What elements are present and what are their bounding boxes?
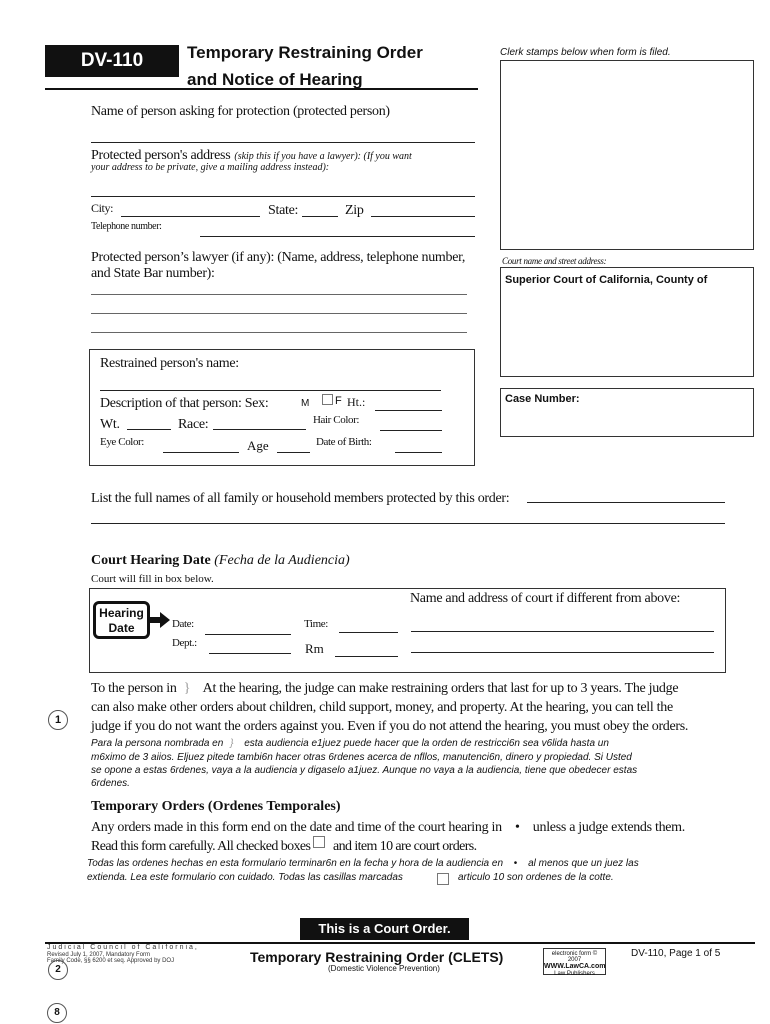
hearing-dept-field[interactable] xyxy=(209,653,291,654)
temp-line2-b: and item 10 are court orders. xyxy=(333,839,477,854)
badge-line2: Date xyxy=(108,621,135,635)
age-field[interactable] xyxy=(277,452,310,453)
restrained-name-label: Restrained person's name: xyxy=(100,356,239,371)
dob-field[interactable] xyxy=(395,452,442,453)
address-note-2: your address to be private, give a mailing address instead): xyxy=(91,162,330,173)
header-rule xyxy=(45,88,478,90)
race-field[interactable] xyxy=(213,429,306,430)
hearing-dept-label: Dept.: xyxy=(172,637,197,649)
dob-label: Date of Birth: xyxy=(316,436,372,448)
stamp-line4: Law Publishers xyxy=(554,971,595,977)
notice-es4: 6rdenes. xyxy=(91,778,130,789)
court-order-banner: This is a Court Order. xyxy=(300,918,469,940)
lawyer-field-1[interactable] xyxy=(91,294,467,295)
hair-label: Hair Color: xyxy=(313,414,360,426)
case-number-label: Case Number: xyxy=(505,393,580,405)
lawyer-field-3[interactable] xyxy=(91,332,467,333)
hearing-time-field[interactable] xyxy=(339,632,398,633)
form-title-line1: Temporary Restraining Order xyxy=(187,43,423,62)
height-label: Ht.: xyxy=(347,395,366,409)
alt-court-label: Name and address of court if different from above: xyxy=(410,591,681,606)
hearing-title-es: (Fecha de la Audiencia) xyxy=(214,553,350,568)
publisher-stamp xyxy=(543,948,606,975)
notice-es2: m6ximo de 3 aiios. Eljuez pitede tambi6n hacer otras 6rdenes acerca de nfllos, manutenci6n, dinero y propiedad. Si Usted xyxy=(91,752,632,763)
zip-label: Zip xyxy=(345,203,364,218)
protected-name-label: Name of person asking for protection (protected person) xyxy=(91,104,390,119)
city-label: City: xyxy=(91,201,114,215)
hearing-note: Court will fill in box below. xyxy=(91,573,214,585)
arrow-right-icon xyxy=(149,612,171,628)
hearing-date-label: Date: xyxy=(172,618,194,630)
temp-orders-line1 xyxy=(91,820,685,836)
height-field[interactable] xyxy=(375,410,442,411)
temp-es1-b: al menos que un juez las xyxy=(528,858,639,869)
item-number-8: 8 xyxy=(47,1003,67,1023)
hearing-time-label: Time: xyxy=(304,618,328,630)
notice-line2: can also make other orders about children, child support, money, and property. At the hearing, you can tell the xyxy=(91,700,673,715)
notice-es1 xyxy=(91,738,609,749)
stamp-line3: WWW.LawCA.com xyxy=(544,963,606,970)
temp-orders-es2-a: extienda. Lea este formulario con cuidado. Todas las casillas marcadas xyxy=(87,872,403,883)
item-number-2: 2 xyxy=(48,960,68,980)
address-note-1: (skip this if you have a lawyer): (If you want xyxy=(234,151,412,162)
lawyer-field-2[interactable] xyxy=(91,313,467,314)
temp-orders-title: Temporary Orders (Ordenes Temporales) xyxy=(91,799,341,814)
form-number-badge: DV-110 xyxy=(45,45,179,77)
temp-line1-b: unless a judge extends them. xyxy=(532,820,685,835)
family-members-field-2[interactable] xyxy=(91,523,725,524)
description-label: Description of that person: Sex: xyxy=(100,396,269,411)
hearing-date-badge xyxy=(93,601,150,639)
footer-subtitle: (Domestic Violence Prevention) xyxy=(328,964,440,973)
weight-field[interactable] xyxy=(127,429,171,430)
notice-es1-a: Para la persona nombrada en xyxy=(91,738,224,749)
page-number: DV-110, Page 1 of 5 xyxy=(631,948,721,959)
weight-label: Wt. xyxy=(100,417,120,432)
hearing-date-field[interactable] xyxy=(205,634,291,635)
hearing-rm-label: Rm xyxy=(305,641,324,656)
temp-es1-a: Todas las ordenes hechas en esta formulario terminar6n en la fecha y hora de la audiencia en xyxy=(87,858,504,869)
temp-orders-es2-b: articulo 10 son ordenes de la cotte. xyxy=(458,872,614,883)
sex-f-checkbox[interactable] xyxy=(322,394,333,405)
family-members-field-1[interactable] xyxy=(527,502,725,503)
sex-m-label: M xyxy=(301,398,310,409)
address-label-text: Protected person's address xyxy=(91,148,231,163)
temp-line1-a: Any orders made in this form end on the date and time of the court hearing in xyxy=(91,820,502,835)
notice-line1 xyxy=(91,681,678,697)
family-members-label: List the full names of all family or household members protected by this order: xyxy=(91,491,510,506)
lawyer-label-1: Protected person’s lawyer (if any): (Name, address, telephone number, xyxy=(91,250,466,265)
revised-text: Revised July 1, 2007, Mandatory Form xyxy=(47,952,151,958)
temp-orders-line2 xyxy=(91,839,310,855)
bracket-glyph-es: } xyxy=(230,738,234,749)
restrained-name-field[interactable] xyxy=(100,390,441,391)
notice-es3: se opone a estas 6rdenes, vaya a la audiencia y digaselo a1juez. Aunque no vaya a la audiencia, tiene que obedecer estas xyxy=(91,765,638,776)
bullet-glyph-es: • xyxy=(513,858,518,869)
eye-label: Eye Color: xyxy=(100,436,144,448)
badge-line1: Hearing xyxy=(99,606,144,620)
council-text: Judicial Council of California, xyxy=(47,944,199,951)
race-label: Race: xyxy=(178,417,209,432)
temp-line2-a: Read this form carefully. All checked boxes xyxy=(91,839,311,854)
court-name-label: Court name and street address: xyxy=(502,256,607,266)
clerk-stamp-box xyxy=(500,60,754,250)
sex-m-checkbox[interactable] xyxy=(288,399,299,410)
protected-address-field[interactable] xyxy=(91,196,475,197)
protected-name-field[interactable] xyxy=(91,142,475,143)
hearing-title-text: Court Hearing Date xyxy=(91,553,211,568)
notice-line1-a: To the person in xyxy=(91,681,177,696)
lawyer-label-2: and State Bar number): xyxy=(91,266,215,281)
checked-box-example-es xyxy=(437,873,449,885)
family-code-text: Family Code, §§ 6200 et seq. Approved by DOJ xyxy=(47,958,175,964)
court-name-value: Superior Court of California, County of xyxy=(505,274,708,286)
form-title-line2: and Notice of Hearing xyxy=(187,70,363,89)
stamp-line2: 2007 xyxy=(567,957,582,963)
temp-orders-es1 xyxy=(87,858,639,869)
phone-label: Telephone number: xyxy=(91,221,162,232)
notice-line1-b: At the hearing, the judge can make restraining orders that last for up to 3 years. The judge xyxy=(202,681,679,696)
state-field[interactable] xyxy=(302,216,338,217)
zip-field[interactable] xyxy=(371,216,475,217)
checked-box-example xyxy=(313,836,325,848)
hearing-rm-field[interactable] xyxy=(335,656,398,657)
notice-es1-b: esta audiencia e1juez puede hacer que la orden de restricci6n sea v6lida hasta un xyxy=(244,738,609,749)
notice-line3: judge if you do not want the orders against you. Even if you do not attend the hearing, you must obey the orders. xyxy=(91,719,689,734)
bracket-glyph: } xyxy=(183,681,191,696)
alt-court-field-2[interactable] xyxy=(411,652,714,653)
hair-field[interactable] xyxy=(380,430,442,431)
footer-title: Temporary Restraining Order (CLETS) xyxy=(250,949,504,965)
bullet-glyph: • xyxy=(514,820,520,835)
sex-f-label: F xyxy=(335,395,342,407)
eye-field[interactable] xyxy=(163,452,239,453)
state-label: State: xyxy=(268,203,299,218)
item-number-1: 1 xyxy=(48,710,68,730)
alt-court-field-1[interactable] xyxy=(411,631,714,632)
city-field[interactable] xyxy=(121,216,260,217)
age-label: Age xyxy=(247,438,269,453)
hearing-title xyxy=(91,553,350,569)
stamp-line1: electronic form © xyxy=(551,951,598,957)
clerk-note: Clerk stamps below when form is filed. xyxy=(500,47,671,58)
phone-field[interactable] xyxy=(200,236,475,237)
